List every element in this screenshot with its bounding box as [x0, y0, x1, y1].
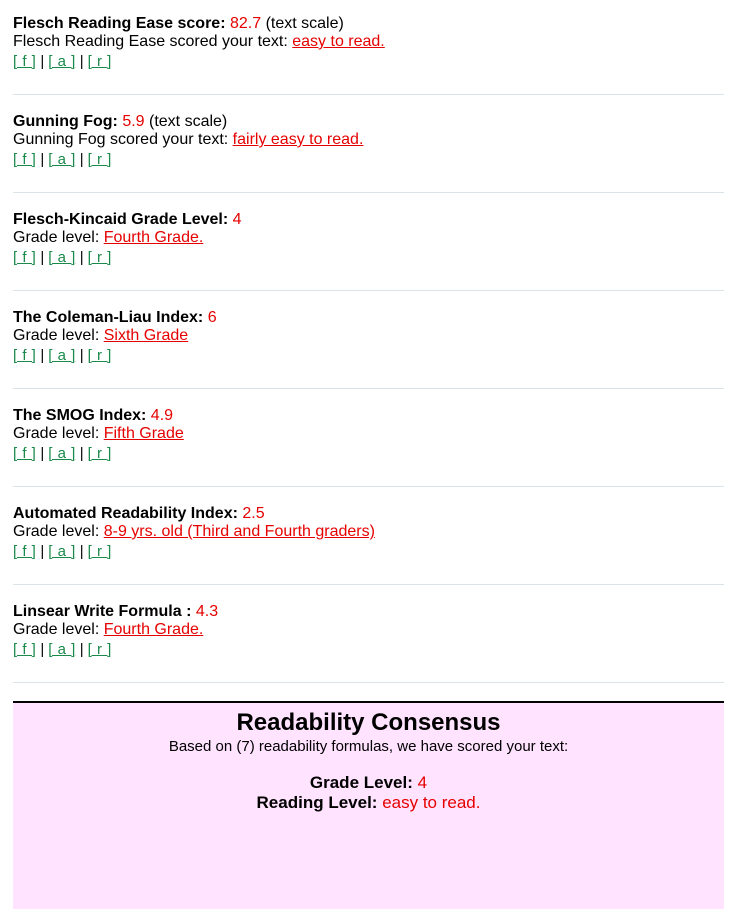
score-desc-link[interactable]: Fourth Grade.: [103, 621, 204, 638]
score-desc-prefix: Gunning Fog scored your text:: [13, 131, 233, 148]
readability-consensus-panel: [13, 701, 724, 909]
link-a[interactable]: [ a ]: [48, 641, 76, 658]
score-label: Flesch-Kincaid Grade Level:: [13, 211, 229, 228]
score-label: The Coleman-Liau Index:: [13, 309, 204, 326]
formula-links: [13, 444, 724, 463]
consensus-reading-value: easy to read.: [382, 793, 481, 812]
link-f[interactable]: [ f ]: [13, 53, 37, 70]
score-desc-link[interactable]: 8-9 yrs. old (Third and Fourth graders): [103, 523, 375, 540]
consensus-reading-label: Reading Level:: [256, 793, 378, 812]
formula-links: [13, 346, 724, 365]
score-block-linsear-write: [13, 603, 724, 683]
score-suffix: (text scale): [261, 15, 344, 32]
link-separator: |: [40, 445, 45, 462]
link-a[interactable]: [ a ]: [48, 347, 76, 364]
link-f[interactable]: [ f ]: [13, 543, 37, 560]
score-suffix: (text scale): [144, 113, 228, 130]
score-desc-prefix: Flesch Reading Ease scored your text:: [13, 33, 293, 50]
score-desc-link[interactable]: easy to read.: [292, 33, 385, 50]
link-separator: |: [79, 151, 84, 168]
consensus-title: Readability Consensus: [236, 709, 501, 736]
score-desc-prefix: Grade level:: [13, 621, 104, 638]
formula-links: [13, 248, 724, 267]
score-label: Flesch Reading Ease score:: [13, 15, 226, 32]
link-f[interactable]: [ f ]: [13, 151, 37, 168]
formula-links: [13, 52, 724, 71]
score-value: 82.7: [229, 15, 262, 32]
consensus-grade-row: [13, 773, 724, 793]
link-f[interactable]: [ f ]: [13, 641, 37, 658]
link-a[interactable]: [ a ]: [48, 445, 76, 462]
score-value: 4: [232, 211, 242, 228]
formula-links: [13, 640, 724, 659]
score-desc-link[interactable]: fairly easy to read.: [232, 131, 364, 148]
score-block-automated-readability: [13, 505, 724, 585]
link-r[interactable]: [ r ]: [87, 249, 112, 266]
link-separator: |: [40, 641, 45, 658]
score-desc-prefix: Grade level:: [13, 229, 104, 246]
link-separator: |: [40, 53, 45, 70]
consensus-subtitle: Based on (7) readability formulas, we have scored your text:: [168, 738, 569, 755]
score-value: 4.9: [150, 407, 174, 424]
score-value: 5.9: [122, 113, 145, 130]
score-desc-prefix: Grade level:: [13, 523, 104, 540]
score-value: 2.5: [242, 505, 265, 522]
score-block-flesch-kincaid: [13, 211, 724, 291]
score-label: Automated Readability Index:: [13, 505, 238, 522]
link-a[interactable]: [ a ]: [48, 53, 76, 70]
formula-links: [13, 150, 724, 169]
score-desc-prefix: Grade level:: [13, 425, 104, 442]
link-r[interactable]: [ r ]: [87, 445, 112, 462]
score-desc-prefix: Grade level:: [13, 327, 104, 344]
link-f[interactable]: [ f ]: [13, 347, 37, 364]
link-separator: |: [79, 445, 84, 462]
score-value: 4.3: [195, 603, 219, 620]
score-block-gunning-fog: [13, 113, 724, 193]
link-f[interactable]: [ f ]: [13, 445, 37, 462]
link-r[interactable]: [ r ]: [87, 151, 112, 168]
link-a[interactable]: [ a ]: [48, 543, 76, 560]
link-a[interactable]: [ a ]: [48, 151, 76, 168]
score-block-coleman-liau: [13, 309, 724, 389]
score-label: The SMOG Index:: [13, 407, 147, 424]
link-r[interactable]: [ r ]: [87, 347, 112, 364]
score-desc-link[interactable]: Fourth Grade.: [103, 229, 204, 246]
formula-links: [13, 542, 724, 561]
score-block-flesch-reading-ease: [13, 15, 724, 95]
score-desc-link[interactable]: Fifth Grade: [103, 425, 184, 442]
link-f[interactable]: [ f ]: [13, 249, 37, 266]
link-separator: |: [79, 641, 84, 658]
link-separator: |: [40, 543, 45, 560]
link-separator: |: [40, 249, 45, 266]
link-r[interactable]: [ r ]: [87, 641, 112, 658]
link-separator: |: [79, 249, 84, 266]
link-a[interactable]: [ a ]: [48, 249, 76, 266]
link-separator: |: [79, 347, 84, 364]
score-label: Gunning Fog:: [13, 113, 118, 130]
link-r[interactable]: [ r ]: [87, 543, 112, 560]
link-r[interactable]: [ r ]: [87, 53, 112, 70]
consensus-reading-row: [13, 793, 724, 813]
consensus-grade-label: Grade Level:: [309, 773, 413, 792]
score-value: 6: [207, 309, 217, 326]
link-separator: |: [40, 347, 45, 364]
link-separator: |: [40, 151, 45, 168]
link-separator: |: [79, 53, 84, 70]
consensus-grade-value: 4: [417, 773, 428, 792]
score-desc-link[interactable]: Sixth Grade: [103, 327, 189, 344]
link-separator: |: [79, 543, 84, 560]
score-label: Linsear Write Formula :: [13, 603, 192, 620]
score-block-smog: [13, 407, 724, 487]
